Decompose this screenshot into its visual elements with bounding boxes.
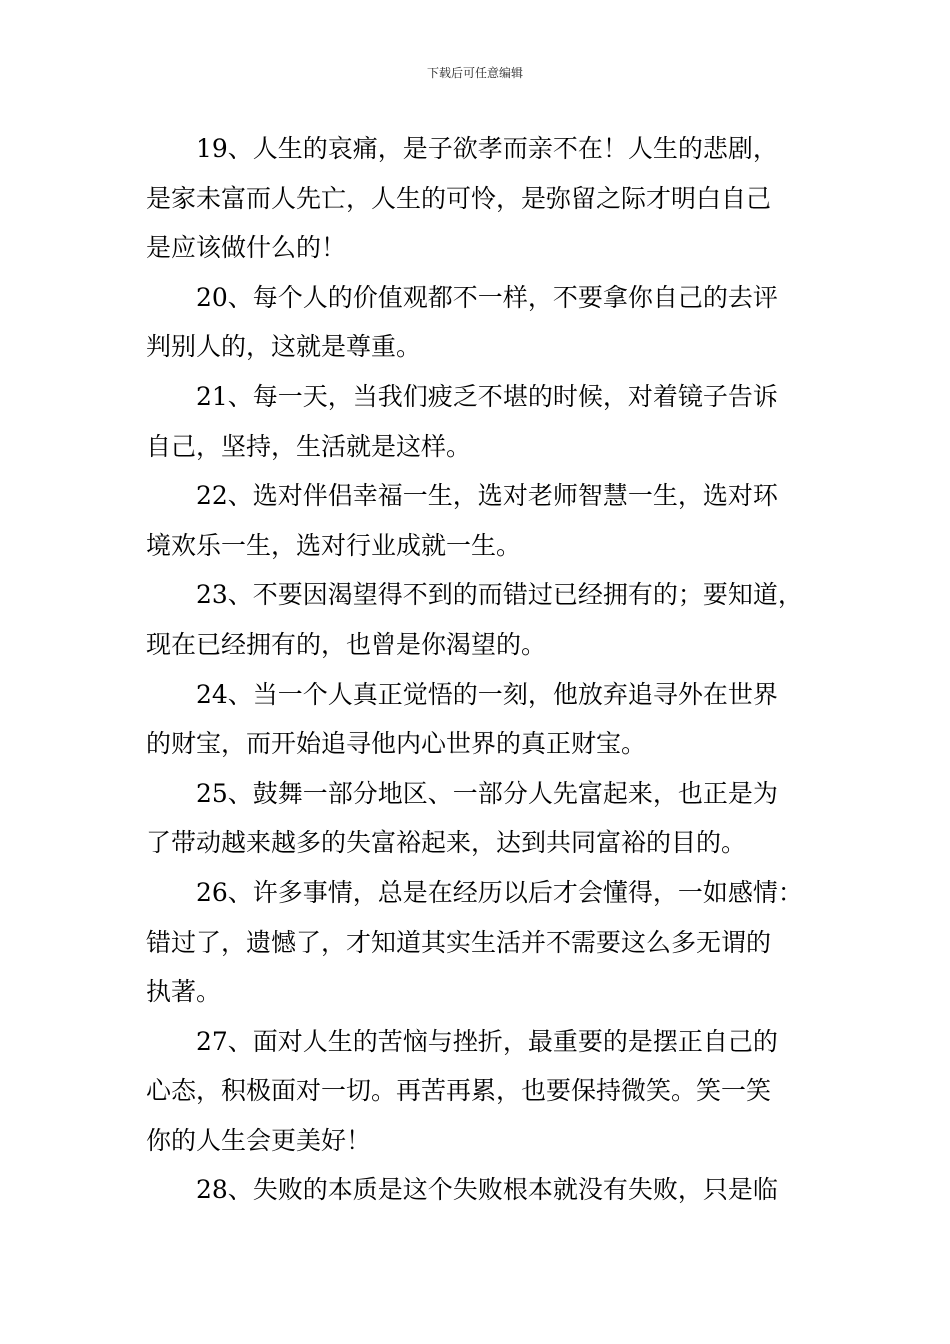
paragraph-28 xyxy=(146,1165,808,1215)
text-line: 23、不要因渴望得不到的而错过已经拥有的；要知道， xyxy=(196,580,803,610)
document-body xyxy=(146,124,808,1215)
text-line: 错过了，遗憾了，才知道其实生活并不需要这么多无谓的 xyxy=(146,927,772,957)
text-line: 28、失败的本质是这个失败根本就没有失败，只是临 xyxy=(196,1175,778,1205)
text-line: 现在已经拥有的，也曾是你渴望的。 xyxy=(146,629,547,659)
text-line: 心态，积极面对一切。再苦再累，也要保持微笑。笑一笑 xyxy=(146,1076,772,1106)
text-line: 的财宝，而开始追寻他内心世界的真正财宝。 xyxy=(146,729,647,759)
page-header: 下载后可任意编辑 xyxy=(426,66,523,80)
text-line: 判别人的，这就是尊重。 xyxy=(146,332,422,362)
paragraph-20 xyxy=(146,273,808,372)
paragraph-24 xyxy=(146,670,808,769)
text-line: 21、每一天，当我们疲乏不堪的时候，对着镜子告诉 xyxy=(196,381,778,411)
paragraph-21 xyxy=(146,372,808,471)
paragraph-22 xyxy=(146,471,808,570)
text-line: 25、鼓舞一部分地区、一部分人先富起来，也正是为 xyxy=(196,778,778,808)
paragraph-25 xyxy=(146,769,808,868)
text-line: 了带动越来越多的失富裕起来，达到共同富裕的目的。 xyxy=(146,828,747,858)
text-line: 是家未富而人先亡，人生的可怜，是弥留之际才明白自己 xyxy=(146,183,772,213)
paragraph-23 xyxy=(146,570,808,669)
text-line: 19、人生的哀痛，是子欲孝而亲不在！人生的悲剧， xyxy=(196,134,778,163)
text-line: 是应该做什么的！ xyxy=(146,233,347,263)
text-line: 自己，坚持，生活就是这样。 xyxy=(146,431,472,461)
text-line: 境欢乐一生，选对行业成就一生。 xyxy=(146,530,522,560)
paragraph-27 xyxy=(146,1017,808,1166)
text-line: 执著。 xyxy=(146,977,222,1007)
text-line: 你的人生会更美好！ xyxy=(146,1125,372,1155)
paragraph-19 xyxy=(146,124,808,273)
text-line: 24、当一个人真正觉悟的一刻，他放弃追寻外在世界 xyxy=(196,679,778,709)
text-line: 26、许多事情，总是在经历以后才会懂得，一如感情： xyxy=(196,877,803,907)
text-line: 20、每个人的价值观都不一样，不要拿你自己的去评 xyxy=(196,282,778,312)
paragraph-26 xyxy=(146,868,808,1017)
text-line: 27、面对人生的苦恼与挫折，最重要的是摆正自己的 xyxy=(196,1026,778,1056)
text-line: 22、选对伴侣幸福一生，选对老师智慧一生，选对环 xyxy=(196,481,778,511)
